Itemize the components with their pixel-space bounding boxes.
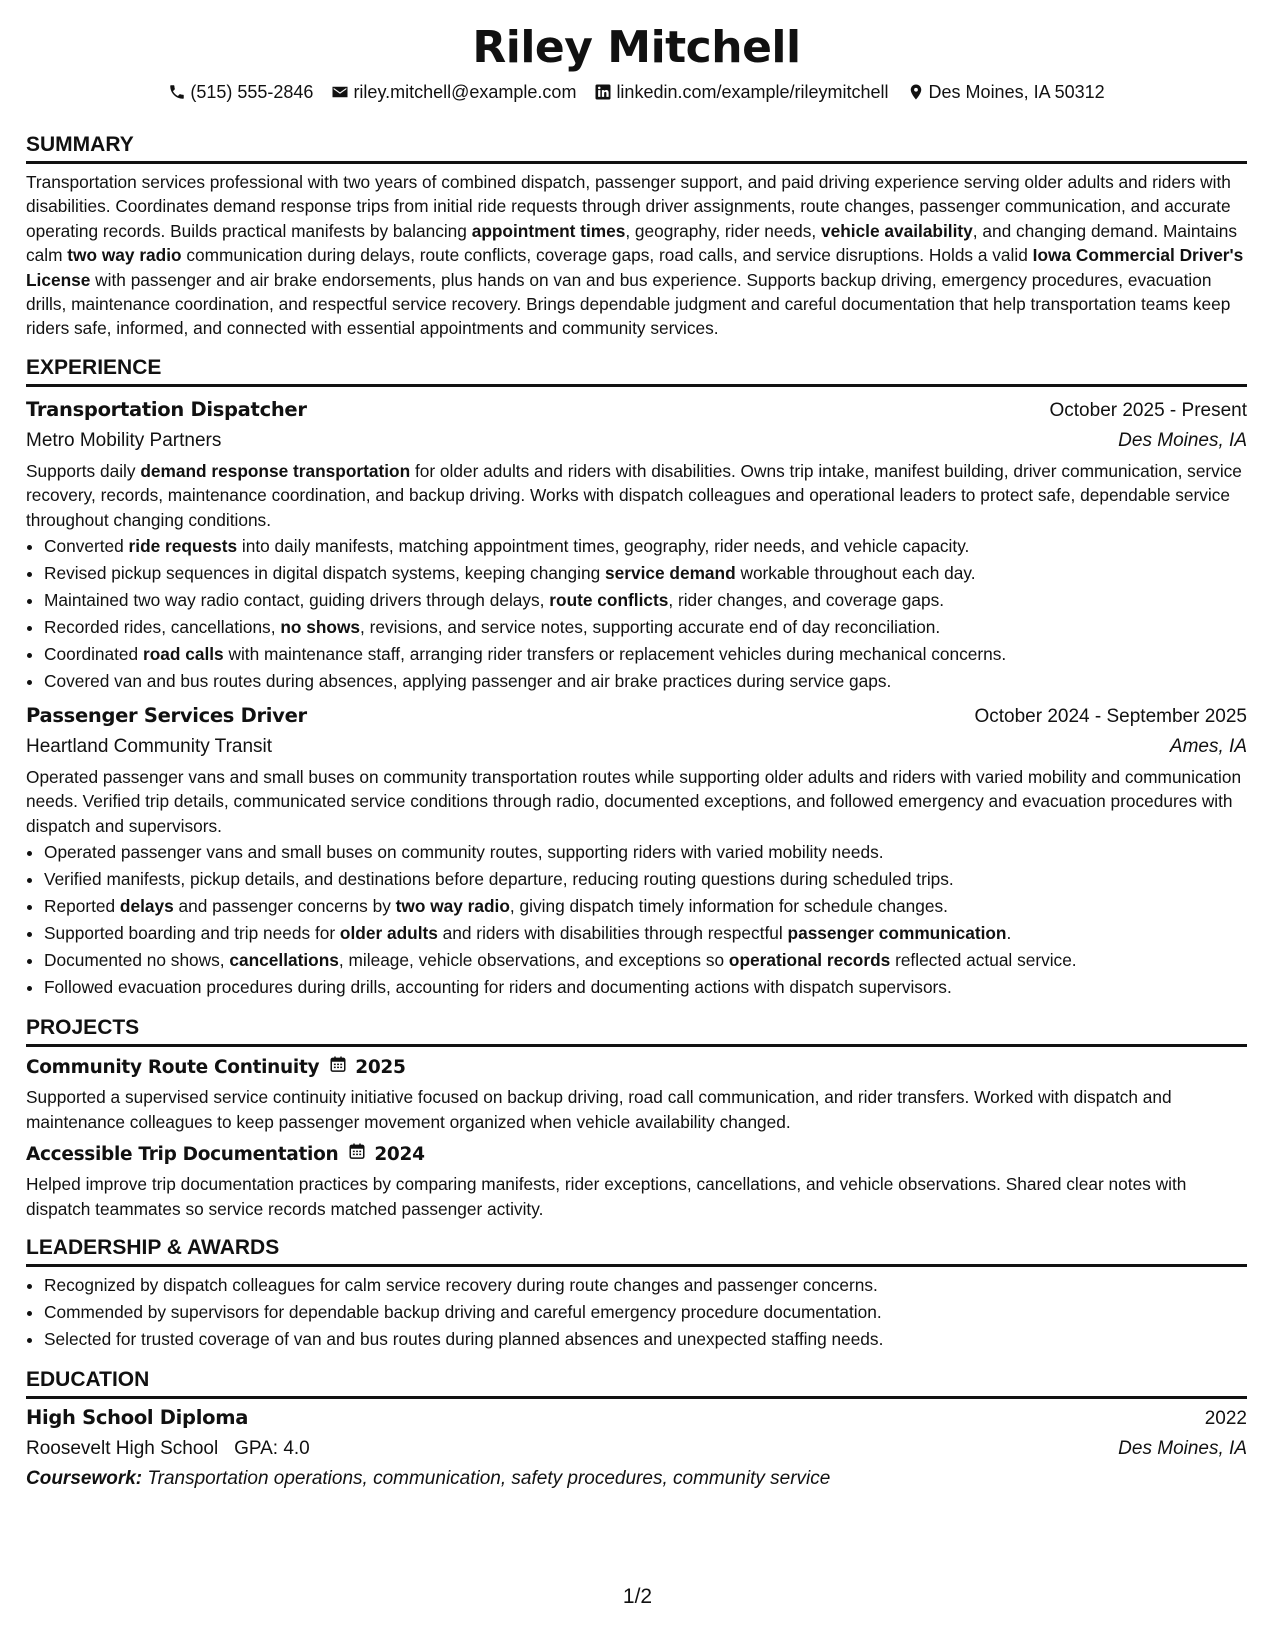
text-run: Maintained two way radio contact, guiding drivers through delays,	[44, 590, 550, 611]
education-section	[26, 1367, 1247, 1494]
contact-location	[907, 80, 1105, 104]
emphasis-text: two way radio	[395, 896, 510, 917]
education-degree: High School Diploma	[26, 1405, 249, 1429]
leadership-bullets	[26, 1272, 1247, 1353]
phone-text: (515) 555-2846	[190, 82, 314, 102]
list-item	[44, 641, 1247, 668]
contact-email[interactable]	[331, 80, 576, 104]
text-run: Operated passenger vans and small buses on community routes, supporting riders with varied mobility needs.	[44, 842, 884, 863]
text-run: , revisions, and service notes, supporting accurate end of day reconciliation.	[360, 617, 941, 638]
list-item: • Selected for trusted coverage of van and bus routes during planned absences and unexpected staffing needs.	[44, 1326, 1247, 1353]
text-run: and riders with disabilities through respectful	[437, 923, 788, 944]
text-run: communication during delays, route conflicts, coverage gaps, road calls, and service disruptions. Holds a valid	[181, 245, 1033, 266]
contact-linkedin[interactable]	[594, 80, 888, 104]
project-description: Supported a supervised service continuity initiative focused on backup driving, road call communication, and rider transfers. Worked with dispatch and maintenance colleagues to keep passenger movement organized when vehicle availability changed.	[26, 1087, 1172, 1132]
list-item	[44, 920, 1247, 947]
text-run: and passenger concerns by	[173, 896, 396, 917]
text-run: .	[1006, 923, 1012, 944]
job-dates: October 2024 - September 2025	[974, 706, 1247, 728]
project-entry	[26, 1053, 1247, 1134]
calendar-icon	[329, 1053, 347, 1083]
job-description	[26, 459, 1247, 532]
text-run: workable throughout each day.	[735, 563, 976, 584]
emphasis-text: Iowa Commercial Driver's License	[26, 245, 1244, 290]
list-item	[44, 866, 1247, 893]
text-run: Followed evacuation procedures during drills, accounting for riders and documenting actions with dispatch supervisors.	[44, 977, 952, 998]
emphasis-text: appointment times	[471, 220, 626, 241]
list-item	[44, 974, 1247, 1001]
linkedin-text[interactable]: linkedin.com/example/rileymitchell	[616, 82, 889, 102]
section-title-projects: PROJECTS	[26, 1015, 1247, 1047]
experience-section	[26, 355, 1247, 1001]
email-text[interactable]: riley.mitchell@example.com	[353, 82, 577, 102]
text-run: Covered van and bus routes during absences, applying passenger and air brake practices during service gaps.	[44, 671, 892, 692]
candidate-name: Riley Mitchell	[472, 22, 801, 73]
project-title: Community Route Continuity	[26, 1057, 320, 1079]
job-dates: October 2025 - Present	[1049, 399, 1247, 421]
summary-section	[26, 132, 1247, 341]
summary-text	[26, 170, 1247, 341]
leadership-section	[26, 1235, 1247, 1353]
map-pin-icon	[907, 83, 925, 101]
text-run: Recorded rides, cancellations,	[44, 617, 281, 638]
text-run: with passenger and air brake endorsements, plus hands on van and bus experience. Supports backup driving, emergency procedures, evacuation drills, maintenance coordination, and respectful service recovery. Brings dependable judgment and careful documentation that help transportation teams keep riders safe, informed, and connected with essential appointments and community services.	[26, 269, 1231, 339]
emphasis-text: road calls	[142, 644, 224, 665]
text-run: , rider changes, and coverage gaps.	[668, 590, 945, 611]
envelope-icon	[331, 83, 349, 101]
emphasis-text: vehicle availability	[820, 220, 973, 241]
text-run: , mileage, vehicle observations, and exceptions so	[338, 950, 729, 971]
education-location: Des Moines, IA	[1118, 1437, 1247, 1459]
emphasis-text: demand response transportation	[140, 460, 411, 481]
linkedin-icon	[594, 83, 612, 101]
job-company: Heartland Community Transit	[26, 736, 273, 758]
education-school: Roosevelt High School	[26, 1437, 219, 1459]
text-run: Supports daily	[26, 460, 141, 481]
emphasis-text: ride requests	[128, 536, 238, 557]
resume-page	[26, 22, 1247, 1494]
list-item: • Commended by supervisors for dependable backup driving and careful emergency procedure documentation.	[44, 1299, 1247, 1326]
education-year: 2022	[1204, 1407, 1247, 1429]
text-run: Transportation services professional with two years of combined dispatch, passenger support, and paid driving experience serving older adults and riders with disabilities. Coordinates demand response trips from initial ride requests through driver assignments, route changes, passenger communication, and accurate operating records. Builds practical manifests by balancing	[26, 172, 1231, 241]
location-text: Des Moines, IA 50312	[928, 82, 1105, 102]
emphasis-text: service demand	[605, 563, 736, 584]
education-gpa: GPA: 4.0	[234, 1437, 310, 1459]
list-item	[44, 668, 1247, 695]
text-run: Operated passenger vans and small buses on community transportation routes while supporting older adults and riders with varied mobility and communication needs. Verified trip details, communicated service conditions through radio, documented exceptions, and followed emergency and evacuation procedures with dispatch and supervisors.	[26, 767, 1242, 836]
emphasis-text: route conflicts	[549, 590, 669, 611]
calendar-icon	[348, 1140, 366, 1170]
coursework-text: Transportation operations, communication, safety procedures, community service	[147, 1467, 831, 1489]
text-run: Reported	[44, 896, 120, 917]
project-entry	[26, 1140, 1247, 1221]
emphasis-text: no shows	[280, 617, 361, 638]
section-title-education: EDUCATION	[26, 1367, 1247, 1399]
job-bullets	[26, 839, 1247, 1001]
education-coursework	[26, 1464, 1247, 1494]
job-description	[26, 765, 1247, 838]
emphasis-text: two way radio	[67, 245, 182, 266]
job-entry	[26, 395, 1247, 695]
job-location: Des Moines, IA	[1118, 429, 1247, 451]
list-item	[44, 614, 1247, 641]
job-title: Transportation Dispatcher	[26, 397, 307, 421]
coursework-label: Coursework:	[26, 1467, 143, 1489]
job-location: Ames, IA	[1169, 736, 1247, 758]
project-year: 2025	[355, 1057, 406, 1079]
project-year: 2024	[374, 1144, 425, 1166]
list-item: • Recognized by dispatch colleagues for calm service recovery during route changes and passenger concerns.	[44, 1272, 1247, 1299]
text-run: into daily manifests, matching appointment times, geography, rider needs, and vehicle capacity.	[237, 536, 970, 557]
project-description: Helped improve trip documentation practices by comparing manifests, rider exceptions, cancellations, and vehicle observations. Shared clear notes with dispatch teammates so service records matched passenger activity.	[26, 1174, 1187, 1219]
list-item	[44, 893, 1247, 920]
phone-icon	[168, 83, 186, 101]
text-run: Converted	[44, 536, 129, 557]
list-item	[44, 947, 1247, 974]
text-run: with maintenance staff, arranging rider transfers or replacement vehicles during mechanical concerns.	[223, 644, 1007, 665]
contact-phone	[168, 80, 313, 104]
list-item	[44, 533, 1247, 560]
text-run: Supported boarding and trip needs for	[44, 923, 340, 944]
emphasis-text: operational records	[728, 950, 891, 971]
project-title: Accessible Trip Documentation	[26, 1144, 339, 1166]
job-entry	[26, 701, 1247, 1001]
list-item	[44, 560, 1247, 587]
job-title: Passenger Services Driver	[26, 704, 307, 728]
section-title-leadership: LEADERSHIP & AWARDS	[26, 1235, 1247, 1267]
emphasis-text: delays	[119, 896, 174, 917]
text-run: , and changing demand. Maintains calm	[26, 220, 1237, 266]
text-run: Documented no shows,	[44, 950, 230, 971]
text-run: Revised pickup sequences in digital dispatch systems, keeping changing	[44, 563, 606, 584]
text-run: , giving dispatch timely information for schedule changes.	[509, 896, 948, 917]
list-item	[44, 587, 1247, 614]
text-run: , geography, rider needs,	[625, 220, 821, 241]
list-item	[44, 839, 1247, 866]
page-number: 1/2	[622, 1585, 653, 1608]
emphasis-text: passenger communication	[787, 923, 1007, 944]
text-run: Coordinated	[44, 644, 143, 665]
job-bullets	[26, 533, 1247, 695]
text-run: Verified manifests, pickup details, and destinations before departure, reducing routing questions during scheduled trips.	[44, 869, 954, 890]
section-title-experience: EXPERIENCE	[26, 355, 1247, 387]
emphasis-text: older adults	[339, 923, 438, 944]
projects-section	[26, 1015, 1247, 1221]
text-run: reflected actual service.	[890, 950, 1077, 971]
text-run: for older adults and riders with disabilities. Owns trip intake, manifest building, driver communication, service recovery, records, maintenance coordination, and backup driving. Works with dispatch colleagues and operational leaders to protect safe, dependable service throughout changing conditions.	[26, 460, 1242, 530]
contact-bar	[26, 80, 1247, 104]
job-company: Metro Mobility Partners	[26, 429, 222, 451]
section-title-summary: SUMMARY	[26, 132, 1247, 164]
emphasis-text: cancellations	[229, 950, 339, 971]
